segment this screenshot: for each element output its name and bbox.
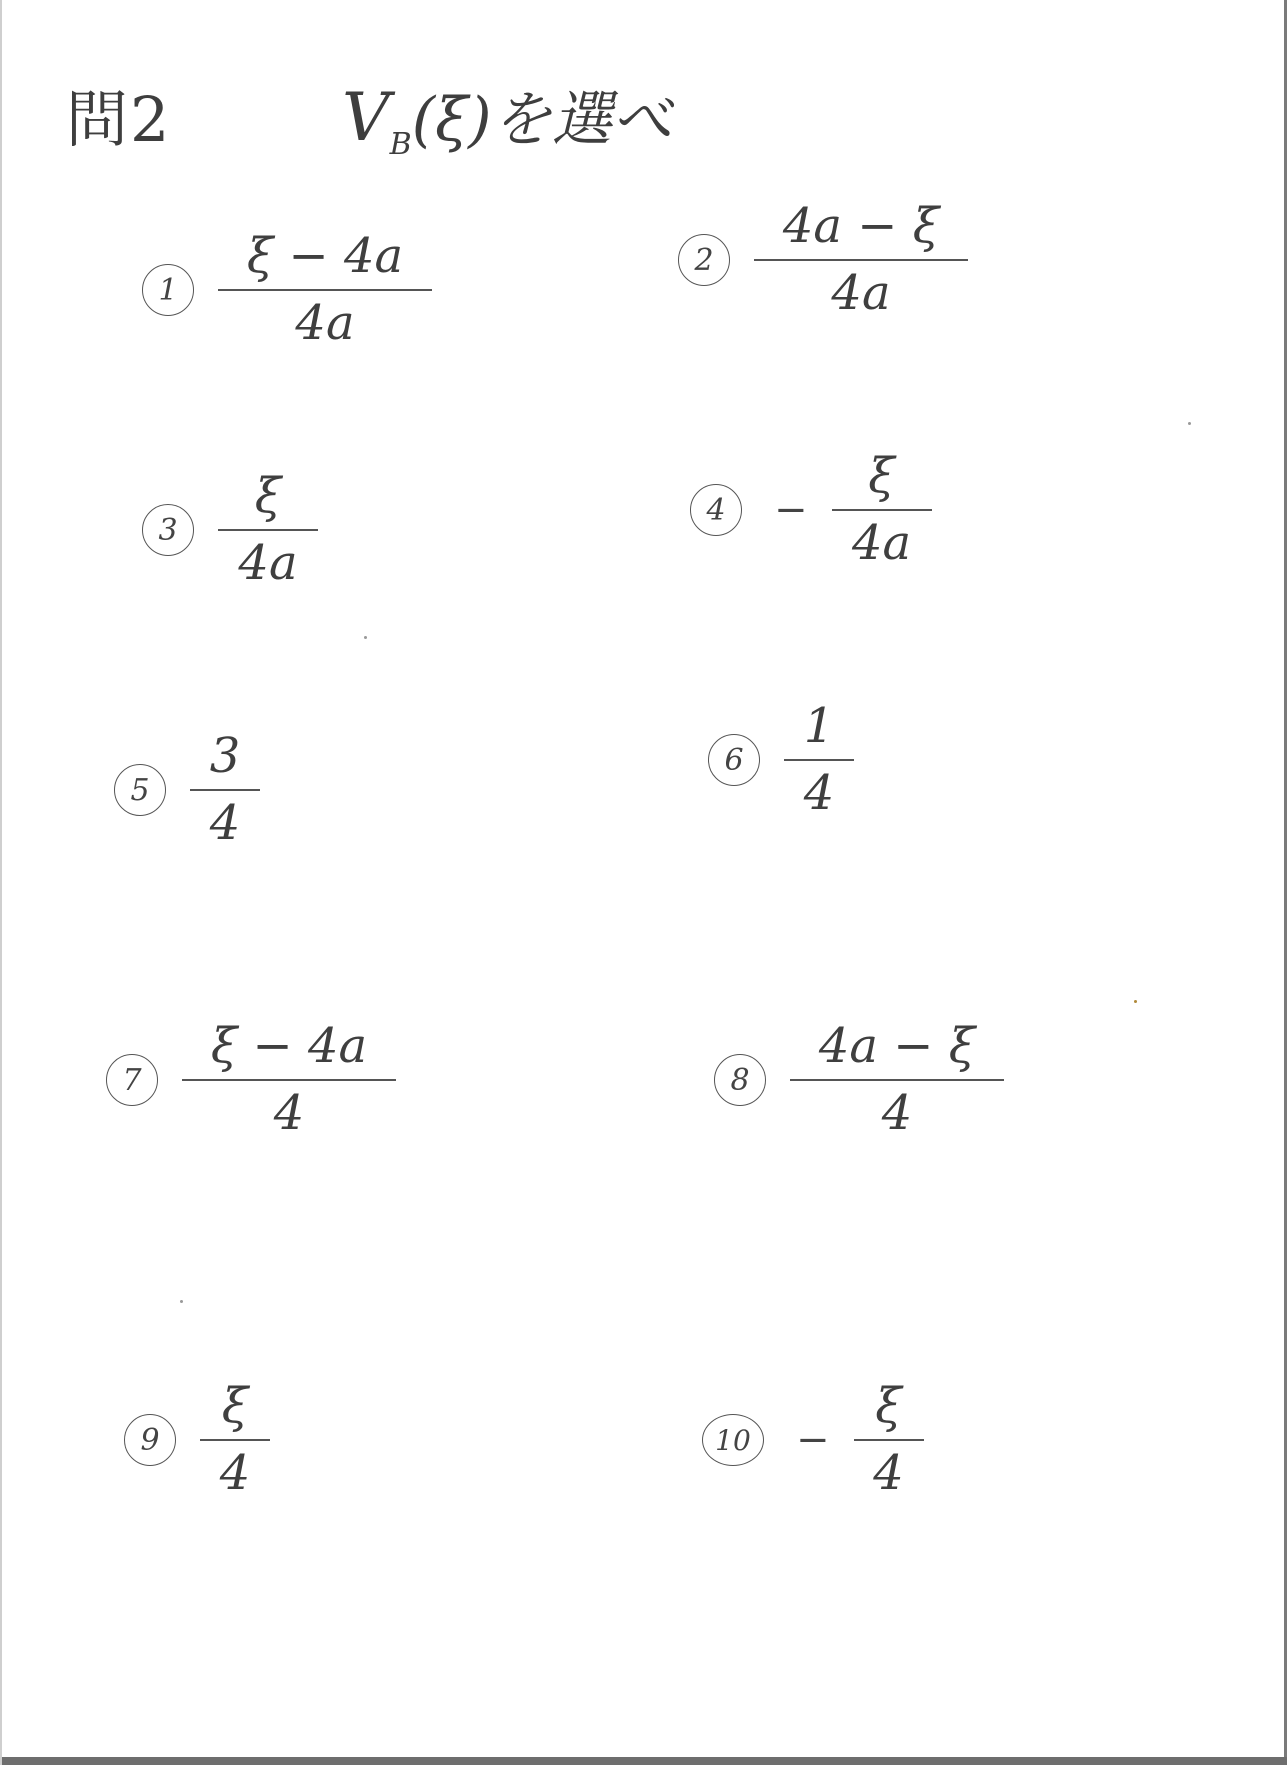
option-number: 5 <box>114 764 166 816</box>
option-1[interactable] <box>142 230 432 350</box>
option-number: 6 <box>708 734 760 786</box>
fraction <box>182 1020 396 1139</box>
option-number: 4 <box>690 484 742 536</box>
numerator: 4a − ξ <box>782 198 940 255</box>
minus-sign: − <box>774 487 808 533</box>
denominator: 4 <box>881 1084 913 1141</box>
numerator: ξ <box>254 468 282 525</box>
fraction-bar <box>182 1079 396 1081</box>
option-5[interactable] <box>114 730 260 850</box>
option-9[interactable] <box>124 1380 270 1500</box>
scan-edge-bottom <box>2 1757 1287 1765</box>
option-7[interactable] <box>106 1020 396 1140</box>
denominator: 4 <box>873 1444 904 1501</box>
fraction <box>854 1380 924 1499</box>
denominator: 4a <box>851 514 912 571</box>
option-number: 1 <box>142 264 194 316</box>
fraction-bar <box>854 1439 924 1441</box>
question-prompt <box>342 72 672 162</box>
fraction <box>218 230 432 349</box>
fraction <box>790 1020 1004 1139</box>
denominator: 4 <box>803 764 835 821</box>
option-number: 8 <box>714 1054 766 1106</box>
denominator: 4 <box>273 1084 305 1141</box>
numerator: ξ <box>868 448 895 505</box>
numerator: ξ <box>875 1378 902 1435</box>
numerator: ξ <box>221 1378 249 1435</box>
fraction-bar <box>784 759 854 761</box>
option-4[interactable] <box>690 450 932 570</box>
option-6[interactable] <box>708 700 854 820</box>
denominator: 4a <box>295 294 355 351</box>
scan-speck <box>1134 1000 1137 1003</box>
prompt-subscript: B <box>389 127 412 162</box>
option-10[interactable] <box>702 1380 924 1500</box>
option-8[interactable] <box>714 1020 1004 1140</box>
fraction-bar <box>754 259 968 261</box>
option-number: 2 <box>678 234 730 286</box>
fraction-bar <box>218 529 318 531</box>
option-number: 7 <box>106 1054 158 1106</box>
fraction <box>784 700 854 819</box>
option-number: 9 <box>124 1414 176 1466</box>
minus-sign: − <box>796 1417 830 1463</box>
denominator: 4 <box>219 1444 251 1501</box>
fraction <box>200 1380 270 1499</box>
fraction-bar <box>218 289 432 291</box>
scan-speck <box>180 1300 183 1303</box>
scan-speck <box>1188 422 1191 425</box>
prompt-text: (ξ)を選べ <box>411 85 672 155</box>
fraction <box>832 450 932 569</box>
numerator: 4a − ξ <box>818 1018 976 1075</box>
numerator: ξ − 4a <box>246 228 404 285</box>
scan-speck <box>364 636 367 639</box>
numerator: ξ − 4a <box>210 1018 368 1075</box>
fraction <box>218 470 318 589</box>
option-2[interactable] <box>678 200 968 320</box>
denominator: 4a <box>238 534 298 591</box>
option-number: 10 <box>702 1414 764 1466</box>
option-number: 3 <box>142 504 194 556</box>
question-number: 問2 <box>66 83 172 156</box>
denominator: 4 <box>209 794 241 851</box>
prompt-variable: V <box>342 79 390 156</box>
fraction-bar <box>200 1439 270 1441</box>
fraction <box>754 200 968 319</box>
fraction-bar <box>832 509 932 511</box>
denominator: 4a <box>831 264 891 321</box>
option-3[interactable] <box>142 470 318 590</box>
fraction-bar <box>190 789 260 791</box>
numerator: 3 <box>209 728 241 785</box>
fraction <box>190 730 260 849</box>
numerator: 1 <box>803 698 835 755</box>
fraction-bar <box>790 1079 1004 1081</box>
